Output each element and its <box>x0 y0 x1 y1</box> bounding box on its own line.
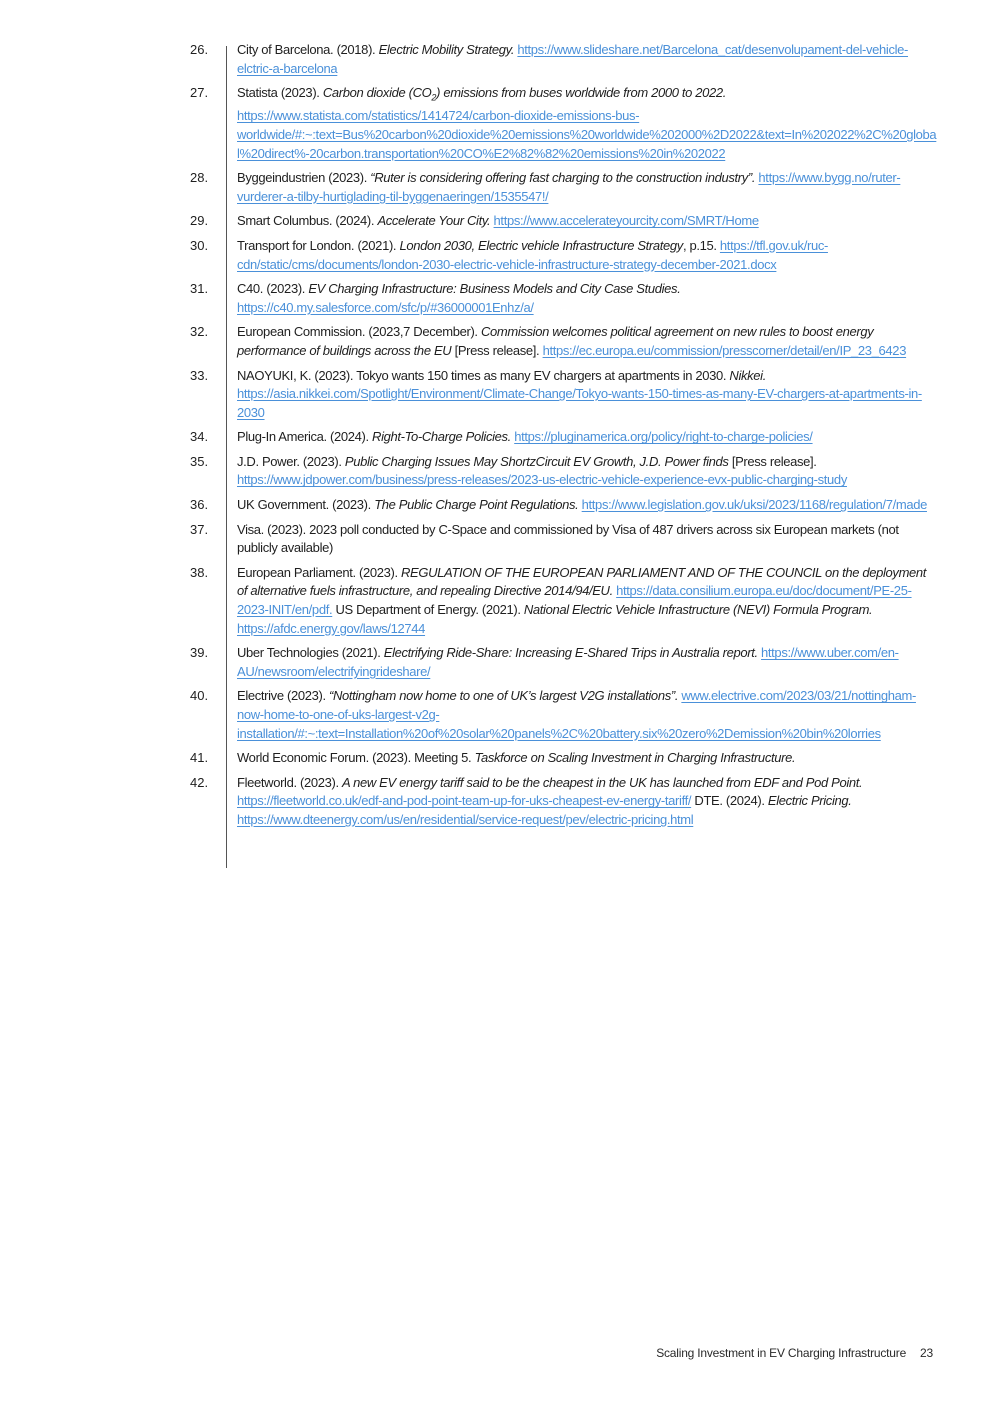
reference-link[interactable]: https://pluginamerica.org/policy/right-to-charge-policies/ <box>514 429 813 445</box>
reference-title: “Nottingham now home to one of UK’s largest V2G installations”. <box>328 688 679 704</box>
reference-segment: DTE. (2024). <box>691 793 768 809</box>
reference-title: Commission welcomes political agreement on new rules to boost energy performance of buildings across the EU <box>237 324 874 358</box>
reference-link[interactable]: https://www.bygg.no/ruter-vurderer-a-tilby-hurtiglading-til-byggenaeringen/1535547!/ <box>237 170 901 204</box>
reference-link[interactable]: https://www.statista.com/statistics/1414724/carbon-dioxide-emissions-bus-worldwide/#:~:text=Bus%20carbon%20dioxide%20emissions%20worldwide%202000%2D2022&text=In%202022%2C%20global%20direct%-20carbon.transportation%20CO%E2%82%82%20emissions%20in%202022 <box>237 108 937 161</box>
reference-text <box>237 323 937 360</box>
reference-title: Accelerate Your City. <box>377 213 491 229</box>
reference-number: 39. <box>190 645 209 661</box>
reference-link[interactable]: https://afdc.energy.gov/laws/12744 <box>237 620 426 636</box>
reference-title: Electrifying Ride-Share: Increasing E-Shared Trips in Australia report. <box>383 645 758 661</box>
reference-item <box>0 774 992 830</box>
reference-title: Taskforce on Scaling Investment in Charging Infrastructure. <box>474 750 796 766</box>
reference-number: 31. <box>190 281 209 297</box>
reference-text <box>237 428 937 447</box>
reference-item <box>0 237 992 274</box>
reference-number: 35. <box>190 453 209 469</box>
reference-number: 28. <box>190 170 209 186</box>
reference-title: London 2030, Electric vehicle Infrastructure Strategy <box>399 237 683 253</box>
reference-title: A new EV energy tariff said to be the cheapest in the UK has launched from EDF and Pod Point. <box>342 774 863 790</box>
reference-item <box>0 280 992 317</box>
reference-item <box>0 521 992 558</box>
reference-item <box>0 323 992 360</box>
reference-segment: NAOYUKI, K. (2023). Tokyo wants 150 times as many EV chargers at apartments in 2030. <box>237 367 730 383</box>
reference-link[interactable]: https://fleetworld.co.uk/edf-and-pod-point-team-up-for-uks-cheapest-ev-energy-tariff/ <box>237 793 692 809</box>
reference-link[interactable]: https://www.legislation.gov.uk/uksi/2023/1168/regulation/7/made <box>581 497 927 513</box>
reference-text <box>237 169 937 206</box>
reference-item <box>0 496 992 515</box>
reference-number: 36. <box>190 497 209 513</box>
reference-number: 26. <box>190 42 209 57</box>
reference-title: Electric Mobility Strategy. <box>378 42 515 57</box>
reference-link[interactable]: https://c40.my.salesforce.com/sfc/p/#36000001Enhz/a/ <box>237 299 534 315</box>
reference-item <box>0 367 992 423</box>
reference-link[interactable]: https://www.dteenergy.com/us/en/residential/service-request/pev/electric-pricing.html <box>237 811 694 827</box>
subscript-text: 2 <box>431 92 437 103</box>
reference-title: “Ruter is considering offering fast charging to the construction industry”. <box>370 170 756 186</box>
reference-text <box>237 521 937 558</box>
reference-number: 41. <box>190 750 209 766</box>
reference-link[interactable]: https://data.consilium.europa.eu/doc/document/PE-25-2023-INIT/en/pdf. <box>237 583 912 618</box>
reference-item <box>0 453 992 490</box>
reference-number: 29. <box>190 213 209 229</box>
reference-segment: C40. (2023). <box>237 281 309 297</box>
reference-title: National Electric Vehicle Infrastructure (NEVI) Formula Program. <box>523 602 873 618</box>
reference-item <box>0 564 992 638</box>
reference-list <box>0 41 992 836</box>
reference-item <box>0 644 992 681</box>
reference-title: Right-To-Charge Policies. <box>372 429 511 445</box>
reference-segment: UK Government. (2023). <box>237 497 375 513</box>
reference-number: 40. <box>190 688 209 704</box>
reference-segment: Fleetworld. (2023). <box>237 774 342 790</box>
reference-title: The Public Charge Point Regulations. <box>374 497 579 513</box>
reference-segment: J.D. Power. (2023). <box>237 453 345 469</box>
reference-text <box>237 644 937 681</box>
reference-segment: [Press release]. <box>728 453 817 469</box>
reference-number: 38. <box>190 564 209 580</box>
reference-segment: Uber Technologies (2021). <box>237 645 384 661</box>
reference-text <box>237 687 937 743</box>
reference-title: EV Charging Infrastructure: Business Models and City Case Studies. <box>308 281 681 297</box>
page-footer <box>656 1346 933 1360</box>
reference-title: Carbon dioxide (CO <box>322 85 432 101</box>
reference-link[interactable]: https://ec.europa.eu/commission/presscorner/detail/en/IP_23_6423 <box>542 342 907 358</box>
reference-item <box>0 687 992 743</box>
reference-title: Public Charging Issues May ShortzCircuit EV Growth, J.D. Power finds <box>344 453 729 469</box>
reference-item <box>0 212 992 231</box>
reference-text <box>237 237 937 274</box>
reference-number: 27. <box>190 85 209 101</box>
reference-segment: Electrive (2023). <box>237 688 329 704</box>
reference-text <box>237 564 937 638</box>
reference-title: Electric Pricing. <box>767 793 852 809</box>
reference-link[interactable]: www.electrive.com/2023/03/21/nottingham-now-home-to-one-of-uks-largest-v2g-installation/#:~:text=Installation%20of%20solar%20panels%2C%20battery.six%20zero%2Demission%20bin%20lorries <box>237 688 916 741</box>
reference-segment: Plug-In America. (2024). <box>237 429 373 445</box>
reference-segment: World Economic Forum. (2023). Meeting 5. <box>237 750 475 766</box>
reference-segment: Visa. (2023). 2023 poll conducted by C-Space and commissioned by Visa of 487 drivers across six European markets (not publicly available) <box>237 521 899 556</box>
reference-segment: Transport for London. (2021). <box>237 237 400 253</box>
reference-link[interactable]: https://www.jdpower.com/business/press-releases/2023-us-electric-vehicle-experience-evx-public-charging-study <box>237 472 847 488</box>
reference-link[interactable]: https://www.slideshare.net/Barcelona_cat/desenvolupament-del-vehicle-elctric-a-barcelona <box>237 42 909 76</box>
reference-segment: European Parliament. (2023). <box>237 564 402 580</box>
reference-title: REGULATION OF THE EUROPEAN PARLIAMENT AND OF THE COUNCIL on the deployment of alternative fuels infrastructure, and repealing Directive 2014/94/EU. <box>237 564 927 599</box>
reference-text <box>237 453 937 490</box>
reference-text <box>237 280 937 317</box>
reference-number: 37. <box>190 521 209 537</box>
reference-item <box>0 169 992 206</box>
reference-item <box>0 84 992 163</box>
reference-item <box>0 41 992 78</box>
footer-title: Scaling Investment in EV Charging Infrastructure <box>656 1346 907 1360</box>
reference-text <box>237 774 937 830</box>
reference-text <box>237 496 937 515</box>
reference-number: 30. <box>190 237 209 253</box>
reference-segment: Smart Columbus. (2024). <box>237 213 378 229</box>
reference-segment: Statista (2023). <box>237 85 323 101</box>
reference-title: ) emissions from buses worldwide from 2000 to 2022. <box>436 85 727 101</box>
reference-number: 42. <box>190 774 209 790</box>
reference-item <box>0 749 992 768</box>
reference-item <box>0 428 992 447</box>
reference-number: 32. <box>190 324 209 340</box>
reference-segment: City of Barcelona. (2018). <box>237 42 379 57</box>
reference-text <box>237 84 937 163</box>
reference-link[interactable]: https://asia.nikkei.com/Spotlight/Environment/Climate-Change/Tokyo-wants-150-times-as-many-EV-chargers-at-apartments-in-2030 <box>237 386 922 420</box>
reference-title: Nikkei. <box>729 367 766 383</box>
reference-number: 33. <box>190 367 209 383</box>
reference-link[interactable]: https://www.uber.com/en-AU/newsroom/electrifyingrideshare/ <box>237 645 899 679</box>
page-number: 23 <box>920 1346 933 1360</box>
reference-text <box>237 749 937 768</box>
reference-text <box>237 212 937 231</box>
reference-number: 34. <box>190 429 209 445</box>
reference-text <box>237 367 937 423</box>
reference-segment: [Press release]. <box>451 342 543 358</box>
reference-segment: European Commission. (2023,7 December). <box>237 324 481 340</box>
reference-segment: Byggeindustrien (2023). <box>237 170 371 186</box>
reference-link[interactable]: https://www.accelerateyourcity.com/SMRT/Home <box>493 213 759 229</box>
reference-segment: US Department of Energy. (2021). <box>332 602 524 618</box>
reference-segment: , p.15. <box>682 237 720 253</box>
reference-text <box>237 41 937 78</box>
reference-link[interactable]: https://tfl.gov.uk/ruc-cdn/static/cms/documents/london-2030-electric-vehicle-infrastructure-strategy-december-2021.docx <box>237 237 828 272</box>
